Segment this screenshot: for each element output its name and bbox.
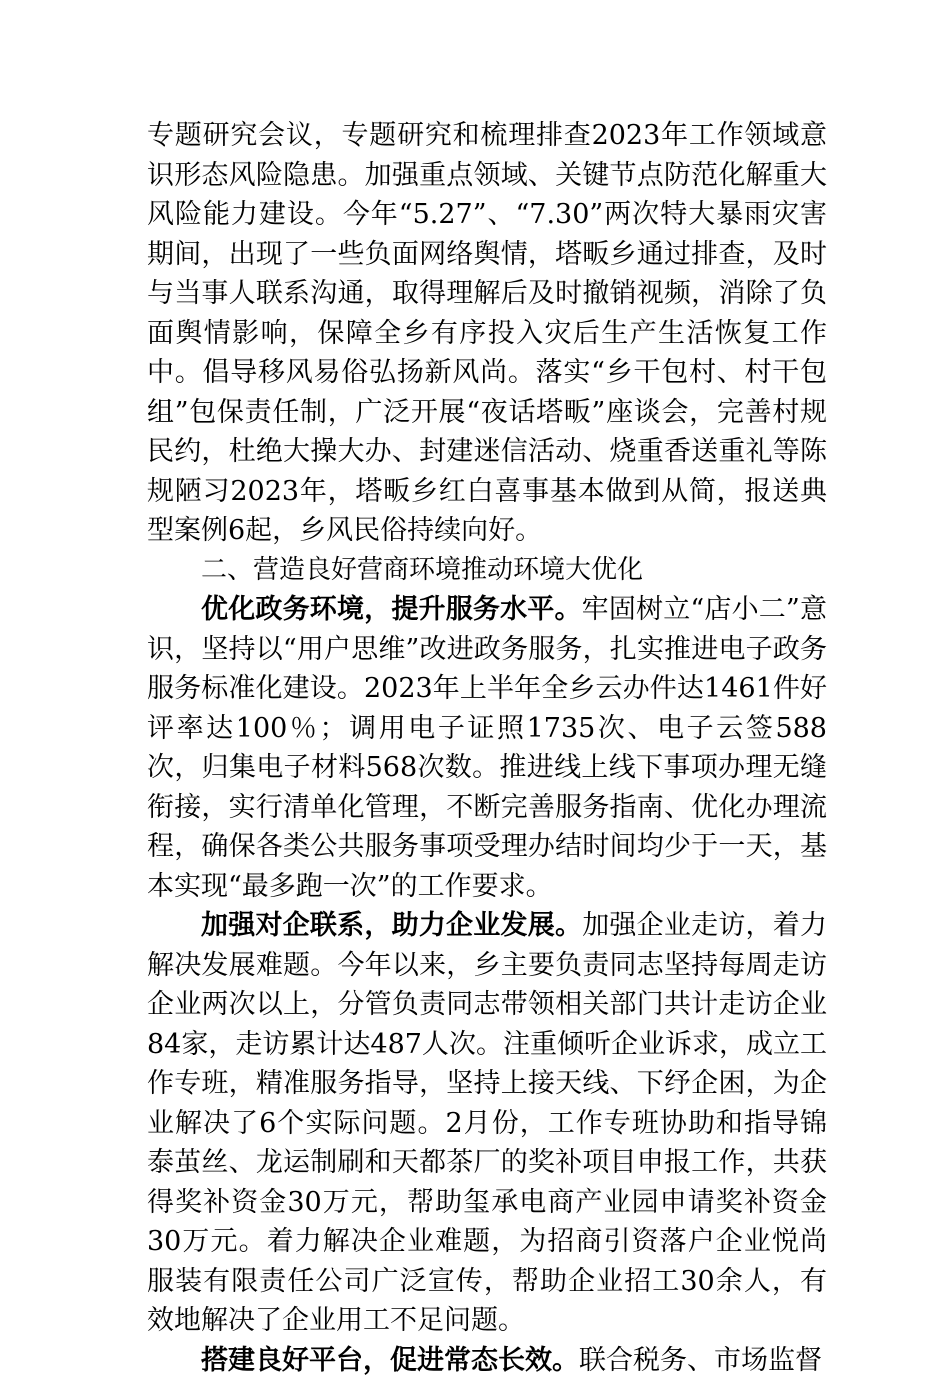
paragraph-body: 牢固树立“店小二”意识，坚持以“用户思维”改进政务服务，扎实推进电子政务服务标准化建设。2023年上半年全乡云办件达1461件好评率达100％；调用电子证照1735次、电子云签588次，归集电子材料568次数。推进线上线下事项办理无缝衔接，实行清单化管理，不断完善服务指南、优化办理流程，确保各类公共服务事项受理办结时间均少于一天，基本实现“最多跑一次”的工作要求。 [147,594,827,902]
paragraph-enterprise-contact [147,906,827,1341]
paragraph-platform [147,1341,827,1380]
paragraph-lead: 搭建良好平台，促进常态长效。 [201,1345,579,1376]
paragraph-lead: 加强对企联系，助力企业发展。 [201,910,582,941]
paragraph-lead: 优化政务环境，提升服务水平。 [201,594,582,625]
paragraph-body: 加强企业走访，着力解决发展难题。今年以来，乡主要负责同志坚持每周走访企业两次以上，分管负责同志带领相关部门共计走访企业84家，走访累计达487人次。注重倾听企业诉求，成立工作专班，精准服务指导，坚持上接天线、下纾企困，为企业解决了6个实际问题。2月份，工作专班协助和指导锦泰茧丝、龙运制刷和天都茶厂的奖补项目申报工作，共获得奖补资金30万元，帮助玺承电商产业园申请奖补资金30万元。着力解决企业难题，为招商引资落户企业悦尚服装有限责任公司广泛宣传，帮助企业招工30余人，有效地解决了企业用工不足问题。 [147,910,827,1336]
section-heading: 二、营造良好营商环境推动环境大优化 [147,551,827,591]
paragraph-continued: 专题研究会议，专题研究和梳理排查2023年工作领域意识形态风险隐患。加强重点领域、关键节点防范化解重大风险能力建设。今年“5.27”、“7.30”两次特大暴雨灾害期间，出现了一些负面网络舆情，塔畈乡通过排查，及时与当事人联系沟通，取得理解后及时撤销视频，消除了负面舆情影响，保障全乡有序投入灾后生产生活恢复工作中。倡导移风易俗弘扬新风尚。落实“乡干包村、村干包组”包保责任制，广泛开展“夜话塔畈”座谈会，完善村规民约，杜绝大操大办、封建迷信活动、烧重香送重礼等陈规陋习2023年，塔畈乡红白喜事基本做到从简，报送典型案例6起，乡风民俗持续向好。 [147,116,827,551]
paragraph-body: 联合税务、市场监督 [579,1345,822,1376]
paragraph-government-services [147,590,827,906]
document-body [147,116,827,1380]
